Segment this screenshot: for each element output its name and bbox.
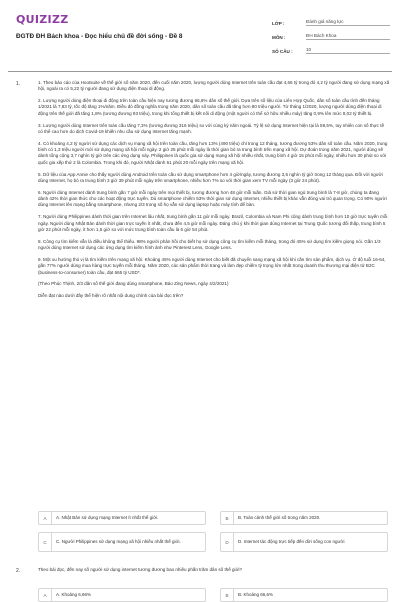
worksheet-title: ĐGTĐ ĐH Bách khoa - Đọc hiểu chủ đề đời sống - Đề 8 <box>16 33 183 40</box>
question-number: 2. <box>16 568 21 574</box>
meta-label: LỚP : <box>272 21 285 26</box>
option-letter: A <box>39 512 52 524</box>
meta-row-count <box>272 40 390 54</box>
option-letter: D <box>221 533 234 551</box>
option-letter: B <box>221 512 234 524</box>
meta-value: Đánh giá năng lực <box>306 19 390 26</box>
option-letter: C <box>39 533 52 551</box>
option-text: C. Người Philippines sử dụng mạng xã hội nhiều nhất thế giới. <box>56 539 181 545</box>
meta-row-class <box>272 12 390 26</box>
passage-paragraph: 7. Người dùng Philippines dành thời gian trên Internet lâu nhất, trung bình gần 11 giờ mỗi ngày. Brazil, Colombia và Nam Phi cũng dành trung bình hơn 10 giờ trực tuyến mỗi ngày. Người dùng Nhật Bản dành thời gian trực tuyến ít nhất, chưa đến 4,5 giờ mỗi ngày. Đáng chú ý khi thời gian dùng Internet tại Trung Quốc tương đối thấp, trung bình 5 giờ 22 phút mỗi ngày, ít hơn 1,5 giờ so với mức trung bình toàn cầu là 6 giờ 54 phút. <box>38 214 388 232</box>
meta-row-subject <box>272 26 390 40</box>
meta-value: 10 <box>306 47 390 54</box>
passage-paragraph: 4. Có khoảng 4,2 tỷ người sử dụng các dịch vụ mạng xã hội trên toàn cầu, tăng hơn 13% (490 triệu) chỉ trong 12 tháng, tương đương 53% dân số toàn cầu. Năm 2020, trung bình có 1,3 triệu người mới sử dụng mạng xã hội mỗi ngày. 2 giờ 25 phút mỗi ngày là thời gian bỏ ra trung bình trên mạng xã hội. Dự đoán trong năm 2021, người dùng sẽ dành tổng cộng 3,7 nghìn tỷ giờ trên các ứng dụng này. Philippines là quốc gia sử dụng mạng xã hội nhiều nhất, trung bình 4 giờ 15 phút mỗi ngày, nhiều hơn 30 phút so với quốc gia xếp thứ 2 là Colombia. Trong khi đó, người Nhật dành 51 phút 20 mỗi ngày trên mạng xã hội. <box>38 140 388 165</box>
answer-option-b[interactable] <box>220 511 388 525</box>
answer-option-d[interactable] <box>220 532 388 552</box>
worksheet-meta <box>272 12 390 54</box>
passage-paragraph: 5. Dữ liệu của App Annie cho thấy người dùng Android trên toàn cầu sử dụng smartphone hơn 4 giờ/ngày, tương đương 3,5 nghìn tỷ giờ trong 12 tháng qua. Đối với người dùng Internet, họ bỏ ra trung bình 3 giờ 39 phút mỗi ngày trên smartphone, nhiều hơn 7% so với thời gian xem TV mỗi ngày (3 giờ 24 phút). <box>38 171 383 183</box>
option-letter: B <box>221 589 234 601</box>
meta-label: SỐ CÂU : <box>272 49 293 54</box>
question-body <box>38 80 390 305</box>
passage-paragraph: 3. Lượng người dùng Internet trên toàn cầu tăng 7,3% (tương đương 316 triệu) so với cùng kỳ năm ngoái. Tỷ lệ sử dụng Internet hiện tại là 59,5%, tuy nhiên con số thực tế có thể cao hơn do dịch Covid-19 khiến nhu cầu sử dụng Internet tăng mạnh. <box>38 122 385 134</box>
option-text: B. Khoảng 66,6% <box>238 592 274 598</box>
answer-option-a[interactable] <box>38 511 206 525</box>
option-text: A. Nhật Bản sử dụng mạng Internet ít nhất thế giới. <box>56 515 159 521</box>
answer-option-c[interactable] <box>38 532 206 552</box>
passage-paragraph: 6. Người dùng Internet dành trung bình gần 7 giờ mỗi ngày trên mọi thiết bị, tương đương hơn 48 giờ mỗi tuần. Giả sử thời gian ngủ trung bình là 7-8 giờ, chúng ta đang dành 42% thời gian thức cho các hoạt động trực tuyến. Dù smartphone chiếm 53% thời gian sử dụng Internet, nhiều thiết bị khác vẫn đóng vai trò quan trọng. Có 90% người dùng Internet lên mạng bằng smartphone, nhưng 2/3 trong số họ vẫn sử dụng laptop hoặc máy tính để bàn. <box>38 189 387 208</box>
question-body <box>38 567 390 579</box>
option-text: D. Internet tác động trực tiếp đến đời sống con người <box>238 539 345 545</box>
passage-paragraph: 2. Lượng người dùng điện thoại di động trên toàn cầu hiện nay tương đương 66,6% dân số thế giới. Dựa trên số liệu của Liên Hợp Quốc, dân số toàn cầu tính đến tháng 1/2021 là 7,83 tỷ, tốc độ tăng 1%/năm. Điều đó đồng nghĩa trong năm 2020, dân số toàn cầu đã tăng hơn 80 triệu người. Từ tháng 1/2020, lượng người dùng điện thoại di động trên thế giới đã tăng 1,8% (tương đương 93 triệu), trong khi tổng thiết bị kết nối di động (một người có thể sở hữu nhiều máy) tăng 0,9% lên mức 8,02 tỷ thiết bị. <box>38 98 382 116</box>
quizizz-logo: QUIZIZZ <box>16 13 69 26</box>
meta-value: ĐH Bách Khoa <box>306 33 390 40</box>
question-prompt: Theo bài đọc, đến nay số người sử dụng internet tương đương bao nhiêu phần trăm dân số thế giới? <box>38 567 243 572</box>
question-number: 1. <box>16 81 21 87</box>
option-text: A. Khoảng 6,66% <box>56 592 92 598</box>
option-text: B. Toàn cảnh thế giới số trong năm 2020. <box>238 515 321 521</box>
passage-paragraph: 9. Một xu hướng thú vị là tìm kiếm trên mạng xã hội. Khoảng 45% người dùng Internet cho biết đã chuyển sang mạng xã hội khi cần tìm sản phẩm, dịch vụ. Ở độ tuổi 16-64, gần 77% người dùng mua hàng trực tuyến mỗi tháng. Năm 2020, các sản phẩm thời trang và làm đẹp chiếm tỷ trọng lớn nhất trong doanh thu thương mại điện tử B2C (business-to-consumer) toàn cầu, đạt 665 tỷ USD*. <box>38 256 386 275</box>
passage-paragraph: 8. Công cụ tìm kiếm vẫn là điều không thể thiếu. 98% người phản hồi cho biết họ sử dụng công cụ tìm kiếm mỗi tháng, trong đó 45% sử dụng tìm kiếm giọng nói. Gần 1/3 người dùng Internet sử dụng các ứng dụng tìm kiếm hình ảnh như Pinterest Lens, Google Lens. <box>38 238 381 251</box>
header-divider <box>8 71 392 72</box>
passage-paragraph: 1. Theo báo cáo của Hootsuite về thế giới số năm 2020, đến cuối năm 2020, lượng người dùng Internet trên toàn cầu đạt 4,66 tỷ trong đó 4,2 tỷ người đang sử dụng mạng xã hội, ngoài ra có 5,22 tỷ người đang sử dụng điện thoại di động. <box>38 80 390 92</box>
question-prompt: Diễn đạt nào dưới đây thể hiện rõ nhất nội dung chính của bài đọc trên? <box>38 293 184 299</box>
meta-label: MÔN : <box>272 35 286 40</box>
passage-source: (Theo Phúc Thịnh, 2/3 dân số thế giới đang dùng smartphone, Báo Zing News, ngày 4/2/2021) <box>38 281 229 287</box>
option-letter: A <box>39 589 52 601</box>
